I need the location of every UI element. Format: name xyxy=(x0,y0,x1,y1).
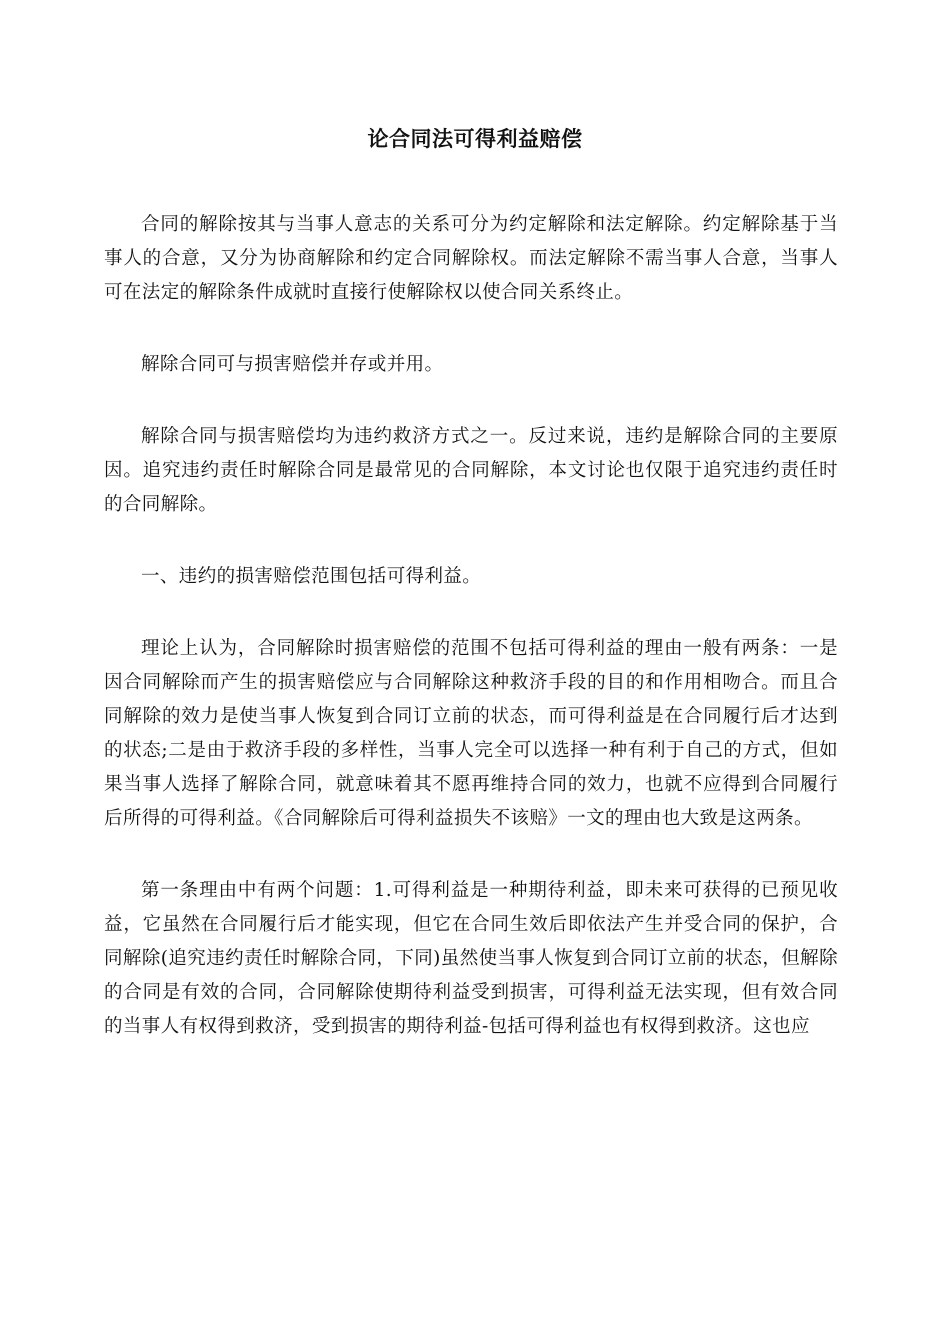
paragraph: 理论上认为，合同解除时损害赔偿的范围不包括可得利益的理由一般有两条：一是因合同解除而产生的损害赔偿应与合同解除这种救济手段的目的和作用相吻合。而且合同解除的效力是使当事人恢复到合同订立前的状态，而可得利益是在合同履行后才达到的状态;二是由于救济手段的多样性，当事人完全可以选择一种有利于自己的方式，但如果当事人选择了解除合同，就意味着其不愿再维持合同的效力，也就不应得到合同履行后所得的可得利益。《合同解除后可得利益损失不该赔》一文的理由也大致是这两条。 xyxy=(104,638,838,829)
paragraph: 合同的解除按其与当事人意志的关系可分为约定解除和法定解除。约定解除基于当事人的合意，又分为协商解除和约定合同解除权。而法定解除不需当事人合意，当事人可在法定的解除条件成就时直接行使解除权以使合同关系终止。 xyxy=(104,214,838,303)
section-heading: 一、违约的损害赔偿范围包括可得利益。 xyxy=(141,566,482,587)
document-body xyxy=(104,208,838,1082)
paragraph: 解除合同与损害赔偿均为违约救济方式之一。反过来说，违约是解除合同的主要原因。追究违约责任时解除合同是最常见的合同解除，本文讨论也仅限于追究违约责任时的合同解除。 xyxy=(104,426,838,515)
document-title: 论合同法可得利益赔偿 xyxy=(367,127,583,151)
paragraph: 第一条理由中有两个问题：1.可得利益是一种期待利益，即未来可获得的已预见收益，它虽然在合同履行后才能实现，但它在合同生效后即依法产生并受合同的保护，合同解除(追究违约责任时解除合同，下同)虽然使当事人恢复到合同订立前的状态，但解除的合同是有效的合同，合同解除使期待利益受到损害，可得利益无法实现，但有效合同的当事人有权得到救济，受到损害的期待利益-包括可得利益也有权得到救济。这也应 xyxy=(104,880,838,1037)
paragraph: 解除合同可与损害赔偿并存或并用。 xyxy=(141,354,444,375)
